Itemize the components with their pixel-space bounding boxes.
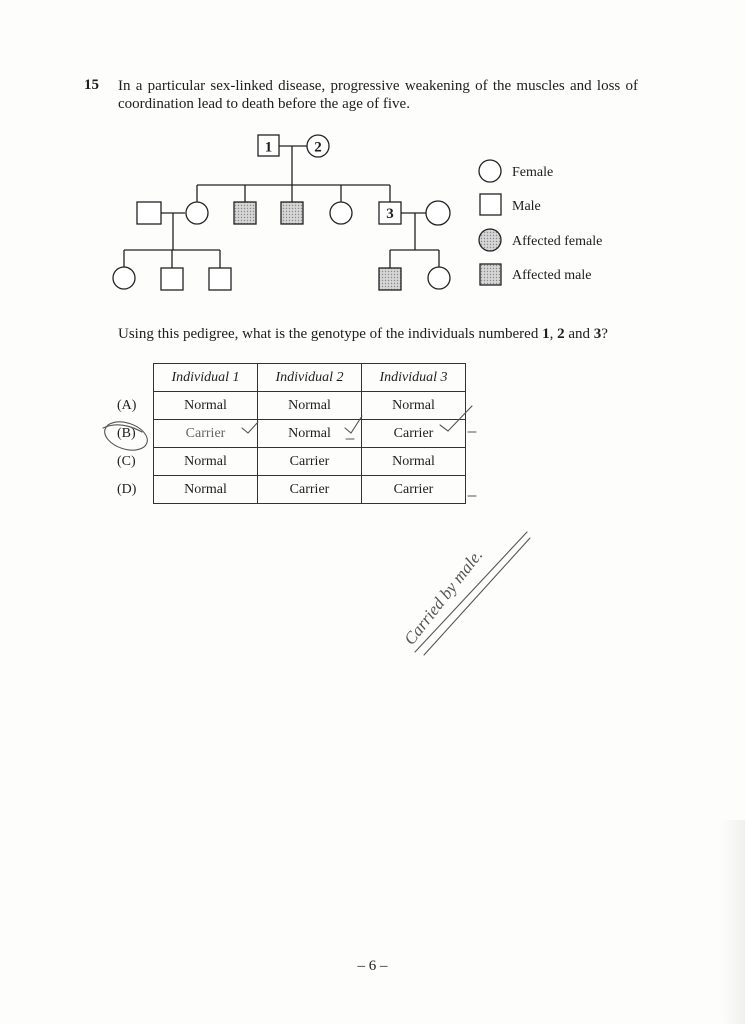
individual-3-label: 3 [386, 206, 394, 222]
handwritten-note: Carried by male. [400, 545, 487, 649]
cell: Normal [154, 392, 258, 420]
check-mark-3 [440, 406, 472, 431]
prompt-sep2: and [564, 326, 594, 342]
prompt-n1: 1 [542, 326, 550, 342]
prompt-n2: 2 [557, 326, 565, 342]
cell: Carrier [154, 420, 258, 448]
cell: Carrier [362, 476, 466, 504]
cell: Normal [154, 448, 258, 476]
cell: Carrier [258, 476, 362, 504]
cell: Normal [258, 392, 362, 420]
prompt-n3: 3 [593, 326, 602, 342]
legend-male-label: Male [512, 199, 541, 214]
cell: Normal [154, 476, 258, 504]
question-number: 15 [84, 77, 99, 93]
prompt-sep1: , [549, 326, 558, 342]
legend-affected-female-label: Affected female [512, 234, 603, 249]
answer-circle-mark [101, 417, 151, 455]
option-c-label[interactable]: (C) [117, 454, 136, 469]
check-mark-2 [345, 416, 362, 433]
legend-affected-male-label: Affected male [512, 268, 592, 283]
header-individual-3: Individual 3 [362, 364, 466, 392]
question-stem: In a particular sex-linked disease, progressive weakening of the muscles and loss of coordination lead to death before the age of five. [118, 78, 638, 112]
option-d-label[interactable]: (D) [117, 482, 137, 497]
header-individual-2: Individual 2 [258, 364, 362, 392]
cell: Normal [362, 392, 466, 420]
individual-1-label: 1 [264, 139, 273, 156]
cell: Normal [362, 448, 466, 476]
header-individual-1: Individual 1 [154, 364, 258, 392]
cell: Carrier [362, 420, 466, 448]
individual-2-label: 2 [314, 139, 322, 156]
check-mark-1 [242, 422, 258, 433]
legend-female-label: Female [512, 165, 554, 180]
page-number: – 6 – [357, 958, 388, 974]
option-a-label[interactable]: (A) [117, 398, 137, 413]
scan-edge-shadow [721, 820, 745, 1024]
cell: Carrier [258, 448, 362, 476]
option-b-label[interactable]: (B) [117, 426, 136, 441]
cell: Normal [258, 420, 362, 448]
prompt-text: Using this pedigree, what is the genotype of the individuals numbered [118, 326, 543, 342]
prompt-end: ? [601, 326, 608, 342]
